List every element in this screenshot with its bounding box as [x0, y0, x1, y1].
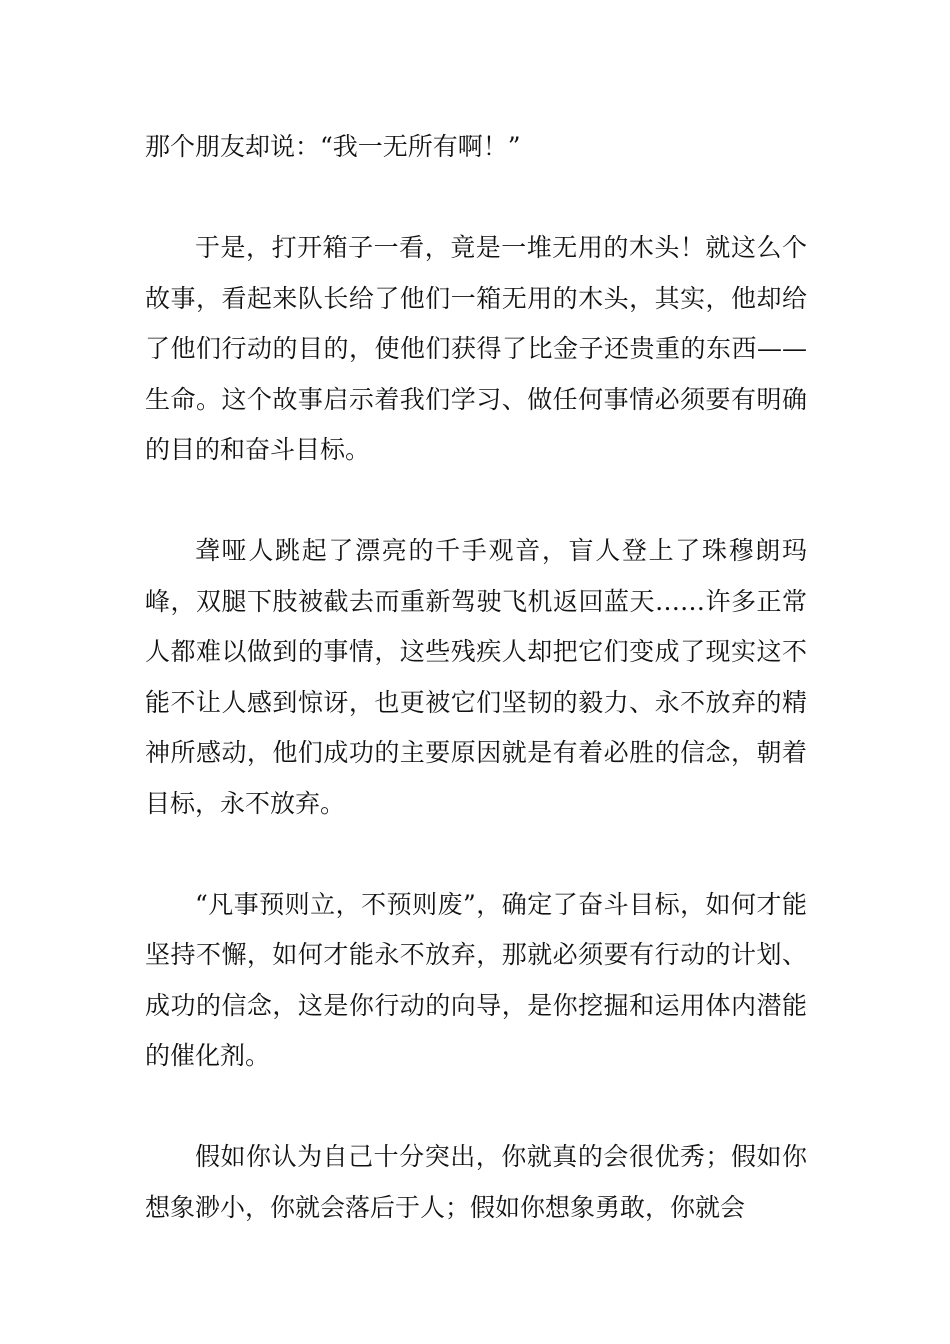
paragraph-dialogue: 那个朋友却说：“我一无所有啊！” [145, 132, 521, 161]
paragraph-planning: “凡事预则立，不预则废”，确定了奋斗目标，如何才能坚持不懈，如何才能永不放弃，那就必须要有行动的计划、成功的信念，这是你行动的向导，是你挖掘和运用体内潜能的催化剂。 [145, 889, 807, 1070]
document-body [145, 122, 807, 1284]
paragraph-story-summary: 于是，打开箱子一看，竟是一堆无用的木头！就这么个故事，看起来队长给了他们一箱无用的木头，其实，他却给了他们行动的目的，使他们获得了比金子还贵重的东西——生命。这个故事启示着我们学习、做任何事情必须要有明确的目的和奋斗目标。 [145, 233, 807, 464]
paragraph-disabled-achievers: 聋哑人跳起了漂亮的千手观音，盲人登上了珠穆朗玛峰，双腿下肢被截去而重新驾驶飞机返回蓝天……许多正常人都难以做到的事情，这些残疾人却把它们变成了现实这不能不让人感到惊讶，也更被它们坚韧的毅力、永不放弃的精神所感动，他们成功的主要原因就是有着必胜的信念，朝着目标，永不放弃。 [145, 536, 807, 818]
paragraph-self-belief: 假如你认为自己十分突出，你就真的会很优秀；假如你想象渺小，你就会落后于人；假如你想象勇敢，你就会 [145, 1142, 807, 1222]
